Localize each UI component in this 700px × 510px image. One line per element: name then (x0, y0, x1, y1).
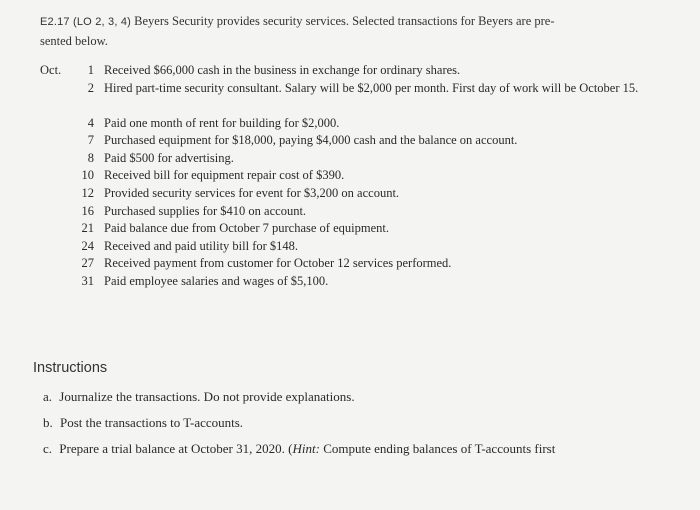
transaction-row (40, 203, 700, 221)
problem-code: E2.17 (LO 2, 3, 4) (40, 16, 132, 28)
transaction-description: Purchased supplies for $410 on account. (104, 203, 307, 218)
transaction-row (40, 132, 700, 150)
transaction-row (40, 115, 700, 133)
transaction-row (40, 185, 700, 203)
instruction-item (33, 384, 693, 410)
instruction-letter: b. (43, 415, 53, 430)
transaction-day: 8 (87, 150, 94, 165)
transaction-description: Provided security services for event for $3,200 on account. (104, 185, 400, 200)
transaction-day: 21 (81, 221, 94, 236)
transaction-row (40, 255, 700, 273)
transaction-day: 2 (87, 80, 94, 95)
transaction-day: 1 (87, 63, 94, 77)
transaction-description: Paid $500 for advertising. (104, 150, 234, 165)
instruction-text: Journalize the transactions. Do not provide explanations. (59, 389, 355, 404)
transaction-description: Received $66,000 cash in the business in exchange for ordinary shares. (104, 63, 461, 77)
transaction-day: 12 (81, 185, 94, 200)
transaction-month: Oct. (40, 63, 62, 77)
transaction-description: Purchased equipment for $18,000, paying $4,000 cash and the balance on account. (104, 133, 518, 148)
transaction-description: Received and paid utility bill for $148. (104, 238, 299, 253)
transaction-day: 16 (81, 203, 94, 218)
instruction-letter: a. (43, 389, 53, 404)
transaction-row (40, 167, 700, 185)
transaction-list (40, 62, 700, 291)
transaction-row (40, 238, 700, 256)
transaction-day: 4 (87, 115, 94, 130)
instruction-item: c. Prepare a trial balance at October 31, 2020. (Hint: Compute ending balances of T-accounts first (43, 441, 556, 456)
transaction-row (40, 220, 700, 238)
hint-text: Compute ending balances of T-accounts first (323, 441, 556, 456)
hint-label: Hint: (292, 441, 320, 456)
instructions-heading: Instructions (33, 360, 108, 376)
instructions-section (33, 360, 693, 462)
transaction-description: Paid employee salaries and wages of $5,100. (104, 273, 329, 288)
transaction-row (40, 150, 700, 168)
problem-intro: Beyers Security provides security services. Selected transactions for Beyers are pre- (134, 14, 555, 28)
instruction-letter: c. (43, 441, 53, 456)
transaction-day: 31 (81, 273, 94, 288)
transaction-description: Received bill for equipment repair cost of $390. (104, 168, 345, 183)
transaction-description: Paid one month of rent for building for $2,000. (104, 115, 340, 130)
transaction-row (40, 273, 700, 291)
transaction-row (40, 62, 700, 80)
problem-intro-continued: sented below. (40, 34, 108, 48)
transaction-day: 7 (87, 133, 94, 148)
transaction-description: Paid balance due from October 7 purchase of equipment. (104, 221, 389, 236)
transaction-day: 27 (81, 256, 94, 271)
instruction-text: Prepare a trial balance at October 31, 2020. (59, 441, 285, 456)
transaction-row (40, 80, 700, 115)
instruction-item (33, 410, 693, 436)
transaction-day: 24 (81, 238, 94, 253)
transaction-description: Received payment from customer for October 12 services performed. (104, 256, 452, 271)
instruction-text: Post the transactions to T-accounts. (60, 415, 244, 430)
transaction-description: Hired part-time security consultant. Salary will be $2,000 per month. First day of work will be October 15. (104, 80, 639, 95)
problem-header (40, 12, 695, 51)
transaction-day: 10 (81, 168, 94, 183)
